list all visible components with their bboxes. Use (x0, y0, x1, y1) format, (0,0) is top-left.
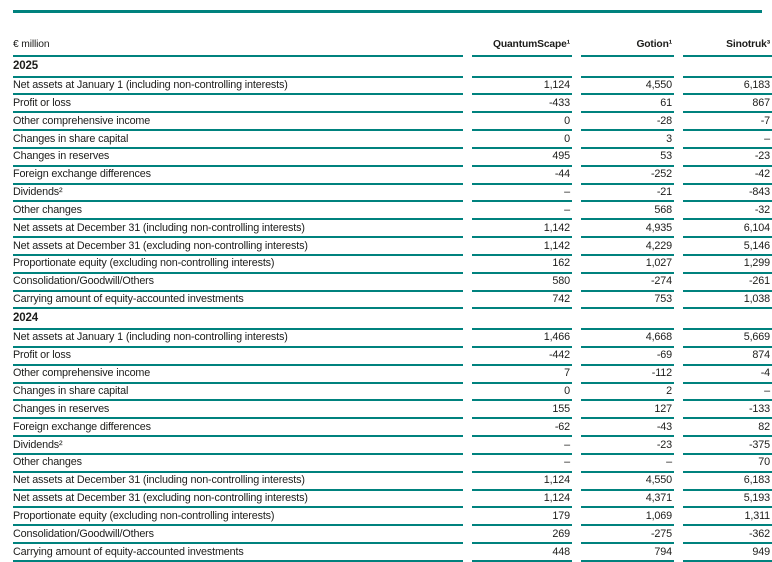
row-label: Profit or loss (13, 348, 463, 366)
row-value: 1,466 (472, 330, 572, 348)
row-value: -42 (683, 167, 772, 185)
table-row (13, 149, 772, 167)
table-row (13, 220, 772, 238)
row-value: 495 (472, 149, 572, 167)
table-row (13, 526, 772, 544)
row-label: Other changes (13, 202, 463, 220)
row-value: 5,146 (683, 238, 772, 256)
row-value: 4,229 (581, 238, 674, 256)
row-value: 7 (472, 366, 572, 384)
row-value: 753 (581, 292, 674, 310)
row-label: Net assets at December 31 (including non-controlling interests) (13, 473, 463, 491)
row-value: 5,193 (683, 491, 772, 509)
row-value: -112 (581, 366, 674, 384)
table-row (13, 384, 772, 402)
row-value: 61 (581, 95, 674, 113)
table-row (13, 238, 772, 256)
row-value: – (683, 131, 772, 149)
row-value: 4,550 (581, 78, 674, 96)
row-value: 4,935 (581, 220, 674, 238)
row-value: -274 (581, 274, 674, 292)
row-value: -261 (683, 274, 772, 292)
row-value: 4,668 (581, 330, 674, 348)
row-value: 3 (581, 131, 674, 149)
row-label: Profit or loss (13, 95, 463, 113)
row-value: -69 (581, 348, 674, 366)
table-row (13, 544, 772, 562)
row-label: Dividends² (13, 185, 463, 203)
unit-label: € million (13, 13, 463, 57)
row-value: 0 (472, 131, 572, 149)
table-row (13, 491, 772, 509)
row-label: Proportionate equity (excluding non-controlling interests) (13, 508, 463, 526)
column-header: Sinotruk³ (683, 13, 772, 57)
row-value: 448 (472, 544, 572, 562)
row-label: Carrying amount of equity-accounted investments (13, 292, 463, 310)
column-header: QuantumScape¹ (472, 13, 572, 57)
row-value: 2 (581, 384, 674, 402)
table-row (13, 455, 772, 473)
row-value: 867 (683, 95, 772, 113)
table-row (13, 508, 772, 526)
table-row (13, 419, 772, 437)
table-row (13, 437, 772, 455)
row-value: – (581, 455, 674, 473)
table-row (13, 113, 772, 131)
row-value: 1,027 (581, 256, 674, 274)
section-year-spacer (581, 57, 674, 78)
row-value: 6,183 (683, 473, 772, 491)
table-row (13, 401, 772, 419)
section-year-spacer (472, 57, 572, 78)
section-year-label: 2024 (13, 309, 463, 330)
row-value: 70 (683, 455, 772, 473)
row-value: 580 (472, 274, 572, 292)
row-label: Proportionate equity (excluding non-controlling interests) (13, 256, 463, 274)
row-label: Foreign exchange differences (13, 419, 463, 437)
row-value: -28 (581, 113, 674, 131)
row-value: 1,311 (683, 508, 772, 526)
row-value: -7 (683, 113, 772, 131)
row-value: -133 (683, 401, 772, 419)
row-label: Other comprehensive income (13, 366, 463, 384)
table-row (13, 185, 772, 203)
table-row (13, 78, 772, 96)
table-row (13, 95, 772, 113)
table-row (13, 366, 772, 384)
row-label: Other comprehensive income (13, 113, 463, 131)
row-value: -62 (472, 419, 572, 437)
table-row (13, 202, 772, 220)
row-value: – (472, 437, 572, 455)
table-row (13, 330, 772, 348)
row-value: -375 (683, 437, 772, 455)
row-value: 1,124 (472, 491, 572, 509)
row-label: Net assets at December 31 (excluding non-controlling interests) (13, 491, 463, 509)
section-year-label: 2025 (13, 57, 463, 78)
row-value: -433 (472, 95, 572, 113)
section-year-spacer (683, 309, 772, 330)
row-value: – (683, 384, 772, 402)
row-value: -362 (683, 526, 772, 544)
row-value: -843 (683, 185, 772, 203)
row-value: 4,550 (581, 473, 674, 491)
row-value: 6,104 (683, 220, 772, 238)
row-value: 874 (683, 348, 772, 366)
table-row (13, 274, 772, 292)
row-value: 82 (683, 419, 772, 437)
row-value: 742 (472, 292, 572, 310)
column-header: Gotion¹ (581, 13, 674, 57)
row-value: 1,299 (683, 256, 772, 274)
row-label: Changes in reserves (13, 401, 463, 419)
row-label: Net assets at December 31 (excluding non-controlling interests) (13, 238, 463, 256)
row-value: -275 (581, 526, 674, 544)
row-label: Net assets at January 1 (including non-controlling interests) (13, 330, 463, 348)
row-value: -21 (581, 185, 674, 203)
section-year-spacer (581, 309, 674, 330)
table-row (13, 131, 772, 149)
row-value: 269 (472, 526, 572, 544)
row-value: 1,038 (683, 292, 772, 310)
row-value: 794 (581, 544, 674, 562)
row-label: Net assets at January 1 (including non-controlling interests) (13, 78, 463, 96)
row-value: 5,669 (683, 330, 772, 348)
row-value: 1,124 (472, 473, 572, 491)
row-value: -32 (683, 202, 772, 220)
row-label: Consolidation/Goodwill/Others (13, 526, 463, 544)
financial-table (13, 13, 772, 562)
row-value: -252 (581, 167, 674, 185)
row-label: Changes in share capital (13, 131, 463, 149)
row-value: 1,142 (472, 220, 572, 238)
row-value: 568 (581, 202, 674, 220)
row-value: 949 (683, 544, 772, 562)
table-row (13, 292, 772, 310)
table-header-row (13, 13, 772, 57)
table-row (13, 348, 772, 366)
section-year-spacer (472, 309, 572, 330)
row-label: Changes in share capital (13, 384, 463, 402)
section-year-spacer (683, 57, 772, 78)
row-value: 1,069 (581, 508, 674, 526)
row-value: 0 (472, 384, 572, 402)
row-value: – (472, 202, 572, 220)
row-value: -23 (683, 149, 772, 167)
table-row (13, 256, 772, 274)
section-year-row (13, 309, 772, 330)
row-label: Dividends² (13, 437, 463, 455)
row-value: 4,371 (581, 491, 674, 509)
row-value: 53 (581, 149, 674, 167)
row-value: -442 (472, 348, 572, 366)
row-value: 0 (472, 113, 572, 131)
row-label: Consolidation/Goodwill/Others (13, 274, 463, 292)
table-row (13, 167, 772, 185)
row-value: -44 (472, 167, 572, 185)
row-label: Other changes (13, 455, 463, 473)
table-row (13, 473, 772, 491)
row-label: Carrying amount of equity-accounted investments (13, 544, 463, 562)
row-value: 1,124 (472, 78, 572, 96)
row-label: Net assets at December 31 (including non-controlling interests) (13, 220, 463, 238)
row-value: -4 (683, 366, 772, 384)
row-value: -23 (581, 437, 674, 455)
row-label: Foreign exchange differences (13, 167, 463, 185)
row-value: -43 (581, 419, 674, 437)
row-value: 6,183 (683, 78, 772, 96)
row-value: – (472, 185, 572, 203)
row-value: 1,142 (472, 238, 572, 256)
row-value: – (472, 455, 572, 473)
row-value: 179 (472, 508, 572, 526)
row-value: 155 (472, 401, 572, 419)
row-label: Changes in reserves (13, 149, 463, 167)
row-value: 127 (581, 401, 674, 419)
section-year-row (13, 57, 772, 78)
row-value: 162 (472, 256, 572, 274)
